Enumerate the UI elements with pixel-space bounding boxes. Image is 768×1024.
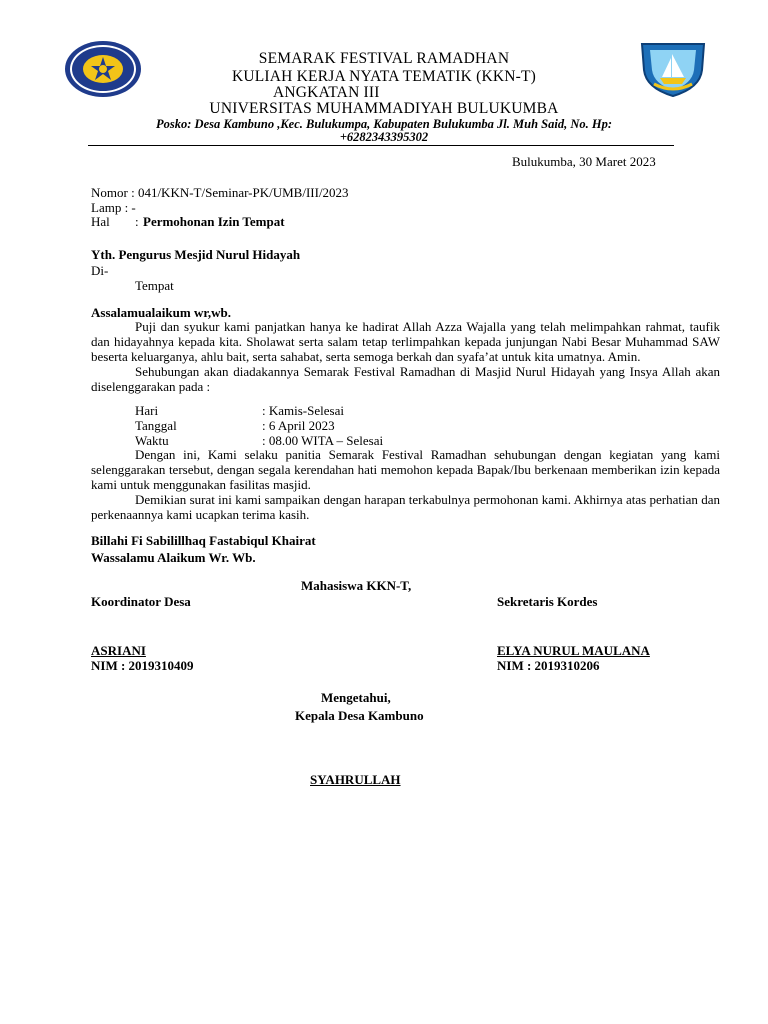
paragraph-1: Puji dan syukur kami panjatkan hanya ke hadirat Allah Azza Wajalla yang telah melimpahkan rahmat, taufik dan hidayahnya kepada kita. Sholawat serta salam tetap terlimpahkan kepada junjungan Nabi Besar Muhammad SAW beserta keluarganya, ahlu bait, serta sahabat, serta semoga berkah dan syafa’at untuk kita umatnya. Amin. bbox=[91, 319, 720, 364]
body-paragraphs-top bbox=[91, 319, 720, 394]
letter-number: Nomor : 041/KKN-T/Seminar-PK/UMB/III/2023 bbox=[91, 185, 349, 200]
left-signatory-nim: NIM : 2019310409 bbox=[91, 658, 194, 673]
posko-line-2: +6282343395302 bbox=[339, 130, 429, 144]
acknowledged-label: Mengetahui, bbox=[321, 690, 391, 705]
header-line-3: ANGKATAN III bbox=[273, 84, 380, 101]
attachment-line: Lamp : - bbox=[91, 200, 136, 215]
recipient-tempat: Tempat bbox=[135, 278, 174, 293]
paragraph-2: Sehubungan akan diadakannya Semarak Festival Ramadhan di Masjid Nurul Hidayah yang Insya Allah akan diselenggarakan pada : bbox=[91, 364, 720, 394]
schedule-label-tanggal: Tanggal bbox=[135, 418, 177, 433]
right-signatory-name: ELYA NURUL MAULANA bbox=[497, 643, 650, 658]
left-signatory-name: ASRIANI bbox=[91, 643, 146, 658]
letter-date: Bulukumba, 30 Maret 2023 bbox=[512, 154, 656, 169]
subject-separator: : bbox=[135, 214, 139, 229]
closing-line-1: Billahi Fi Sabilillhaq Fastabiqul Khairat bbox=[91, 533, 316, 548]
header-line-1: SEMARAK FESTIVAL RAMADHAN bbox=[258, 50, 510, 67]
posko-line-1: Posko: Desa Kambuno ,Kec. Bulukumpa, Kabupaten Bulukumba Jl. Muh Said, No. Hp: bbox=[156, 117, 612, 131]
header-line-4: UNIVERSITAS MUHAMMADIYAH BULUKUMBA bbox=[209, 100, 559, 117]
right-signatory-role: Sekretaris Kordes bbox=[497, 594, 598, 609]
village-head-name: SYAHRULLAH bbox=[310, 772, 401, 787]
recipient-di: Di- bbox=[91, 263, 109, 278]
greeting: Assalamualaikum wr,wb. bbox=[91, 305, 232, 320]
paragraph-4: Demikian surat ini kami sampaikan dengan harapan terkabulnya permohonan kami. Akhirnya atas perhatian dan perkenaannya kami ucapkan terima kasih. bbox=[91, 492, 720, 522]
left-signatory-role: Koordinator Desa bbox=[91, 594, 191, 609]
subject-label: Hal bbox=[91, 214, 110, 229]
right-signatory-nim: NIM : 2019310206 bbox=[497, 658, 600, 673]
header-line-2: KULIAH KERJA NYATA TEMATIK (KKN-T) bbox=[231, 68, 537, 85]
village-head-role: Kepala Desa Kambuno bbox=[295, 708, 424, 723]
signature-group-title: Mahasiswa KKN-T, bbox=[301, 578, 412, 593]
schedule-label-hari: Hari bbox=[135, 403, 159, 418]
header-divider bbox=[88, 145, 674, 146]
recipient-yth: Yth. Pengurus Mesjid Nurul Hidayah bbox=[91, 247, 301, 262]
subject-value: Permohonan Izin Tempat bbox=[143, 214, 285, 229]
paragraph-3: Dengan ini, Kami selaku panitia Semarak Festival Ramadhan sehubungan dengan kegiatan yang kami selenggarakan tersebut, dengan segala kerendahan hati memohon kepada Bapak/Ibu berkenaan memberikan izin kepada kami untuk menggunakan fasilitas masjid. bbox=[91, 447, 720, 492]
schedule-value-hari: : Kamis-Selesai bbox=[262, 403, 344, 418]
closing-line-2: Wassalamu Alaikum Wr. Wb. bbox=[91, 550, 256, 565]
schedule-label-waktu: Waktu bbox=[135, 433, 169, 448]
schedule-value-tanggal: : 6 April 2023 bbox=[262, 418, 335, 433]
schedule-value-waktu: : 08.00 WITA – Selesai bbox=[262, 433, 384, 448]
body-paragraphs-bottom bbox=[91, 447, 720, 522]
